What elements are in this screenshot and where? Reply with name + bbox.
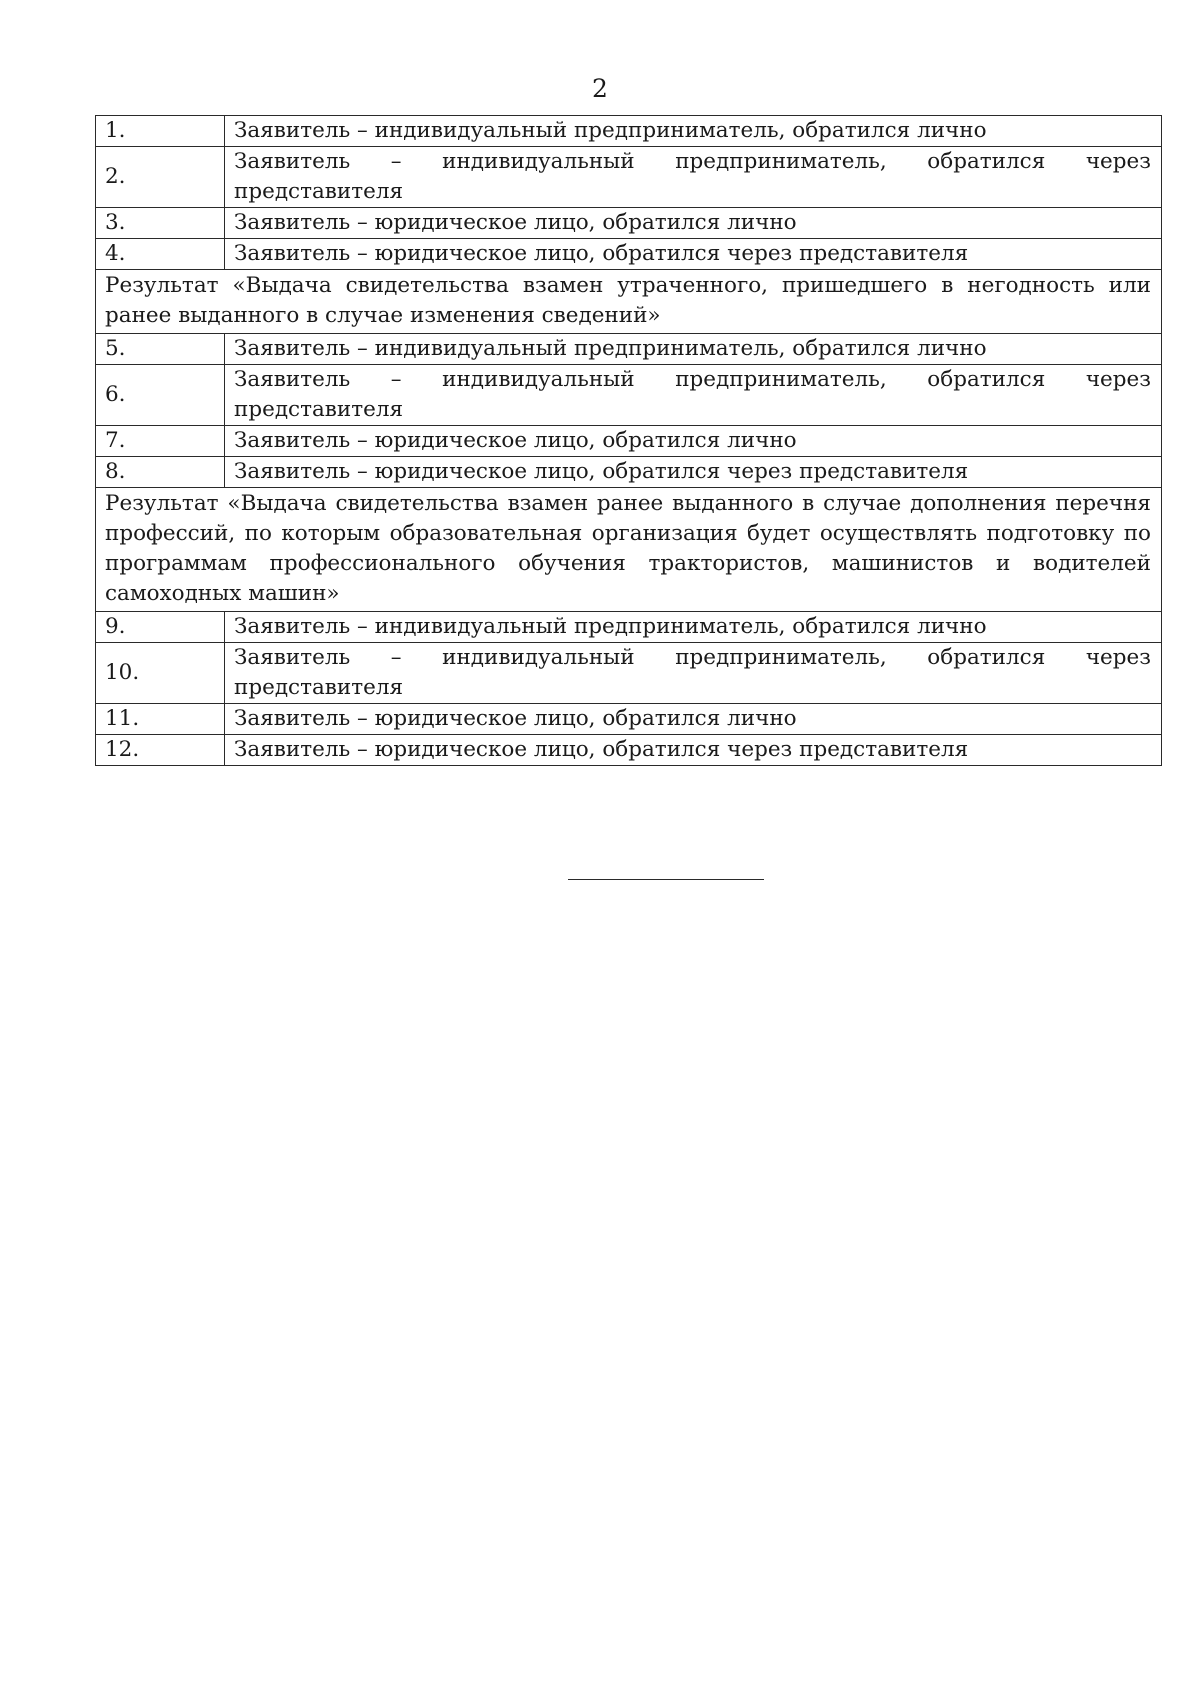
row-number: 1. bbox=[96, 116, 225, 147]
row-text: Заявитель – юридическое лицо, обратился лично bbox=[225, 208, 1162, 239]
table-row bbox=[96, 208, 1162, 239]
table-row bbox=[96, 365, 1162, 426]
row-number: 5. bbox=[96, 334, 225, 365]
table-row bbox=[96, 735, 1162, 766]
row-text: Заявитель – индивидуальный предприниматель, обратился лично bbox=[225, 334, 1162, 365]
table-row bbox=[96, 426, 1162, 457]
row-number: 4. bbox=[96, 239, 225, 270]
table-row bbox=[96, 239, 1162, 270]
row-text: Заявитель – юридическое лицо, обратился через представителя bbox=[225, 457, 1162, 488]
result-section-row bbox=[96, 488, 1162, 612]
row-text: Заявитель – индивидуальный предприниматель, обратился через представителя bbox=[225, 365, 1162, 426]
row-number: 11. bbox=[96, 704, 225, 735]
row-text: Заявитель – индивидуальный предприниматель, обратился лично bbox=[225, 612, 1162, 643]
row-text: Заявитель – юридическое лицо, обратился через представителя bbox=[225, 735, 1162, 766]
row-text: Заявитель – юридическое лицо, обратился лично bbox=[225, 426, 1162, 457]
result-section-row bbox=[96, 270, 1162, 334]
table-row bbox=[96, 643, 1162, 704]
row-number: 8. bbox=[96, 457, 225, 488]
table-row bbox=[96, 116, 1162, 147]
applicant-variants-table bbox=[95, 115, 1162, 766]
row-number: 2. bbox=[96, 147, 225, 208]
row-text: Заявитель – индивидуальный предприниматель, обратился через представителя bbox=[225, 643, 1162, 704]
row-text: Заявитель – юридическое лицо, обратился через представителя bbox=[225, 239, 1162, 270]
table-row bbox=[96, 334, 1162, 365]
row-number: 6. bbox=[96, 365, 225, 426]
row-text: Заявитель – индивидуальный предприниматель, обратился лично bbox=[225, 116, 1162, 147]
row-number: 9. bbox=[96, 612, 225, 643]
row-text: Заявитель – юридическое лицо, обратился лично bbox=[225, 704, 1162, 735]
table-row bbox=[96, 457, 1162, 488]
row-number: 3. bbox=[96, 208, 225, 239]
table-row bbox=[96, 704, 1162, 735]
row-number: 7. bbox=[96, 426, 225, 457]
result-heading: Результат «Выдача свидетельства взамен утраченного, пришедшего в негодность или ранее выданного в случае изменения сведений» bbox=[96, 270, 1162, 334]
table-row bbox=[96, 612, 1162, 643]
row-number: 10. bbox=[96, 643, 225, 704]
row-number: 12. bbox=[96, 735, 225, 766]
table-row bbox=[96, 147, 1162, 208]
row-text: Заявитель – индивидуальный предприниматель, обратился через представителя bbox=[225, 147, 1162, 208]
result-heading: Результат «Выдача свидетельства взамен ранее выданного в случае дополнения перечня профессий, по которым образовательная организация будет осуществлять подготовку по программам профессионального обучения трактористов, машинистов и водителей самоходных машин» bbox=[96, 488, 1162, 612]
page-number: 2 bbox=[592, 74, 608, 103]
end-of-document-rule bbox=[568, 879, 764, 880]
